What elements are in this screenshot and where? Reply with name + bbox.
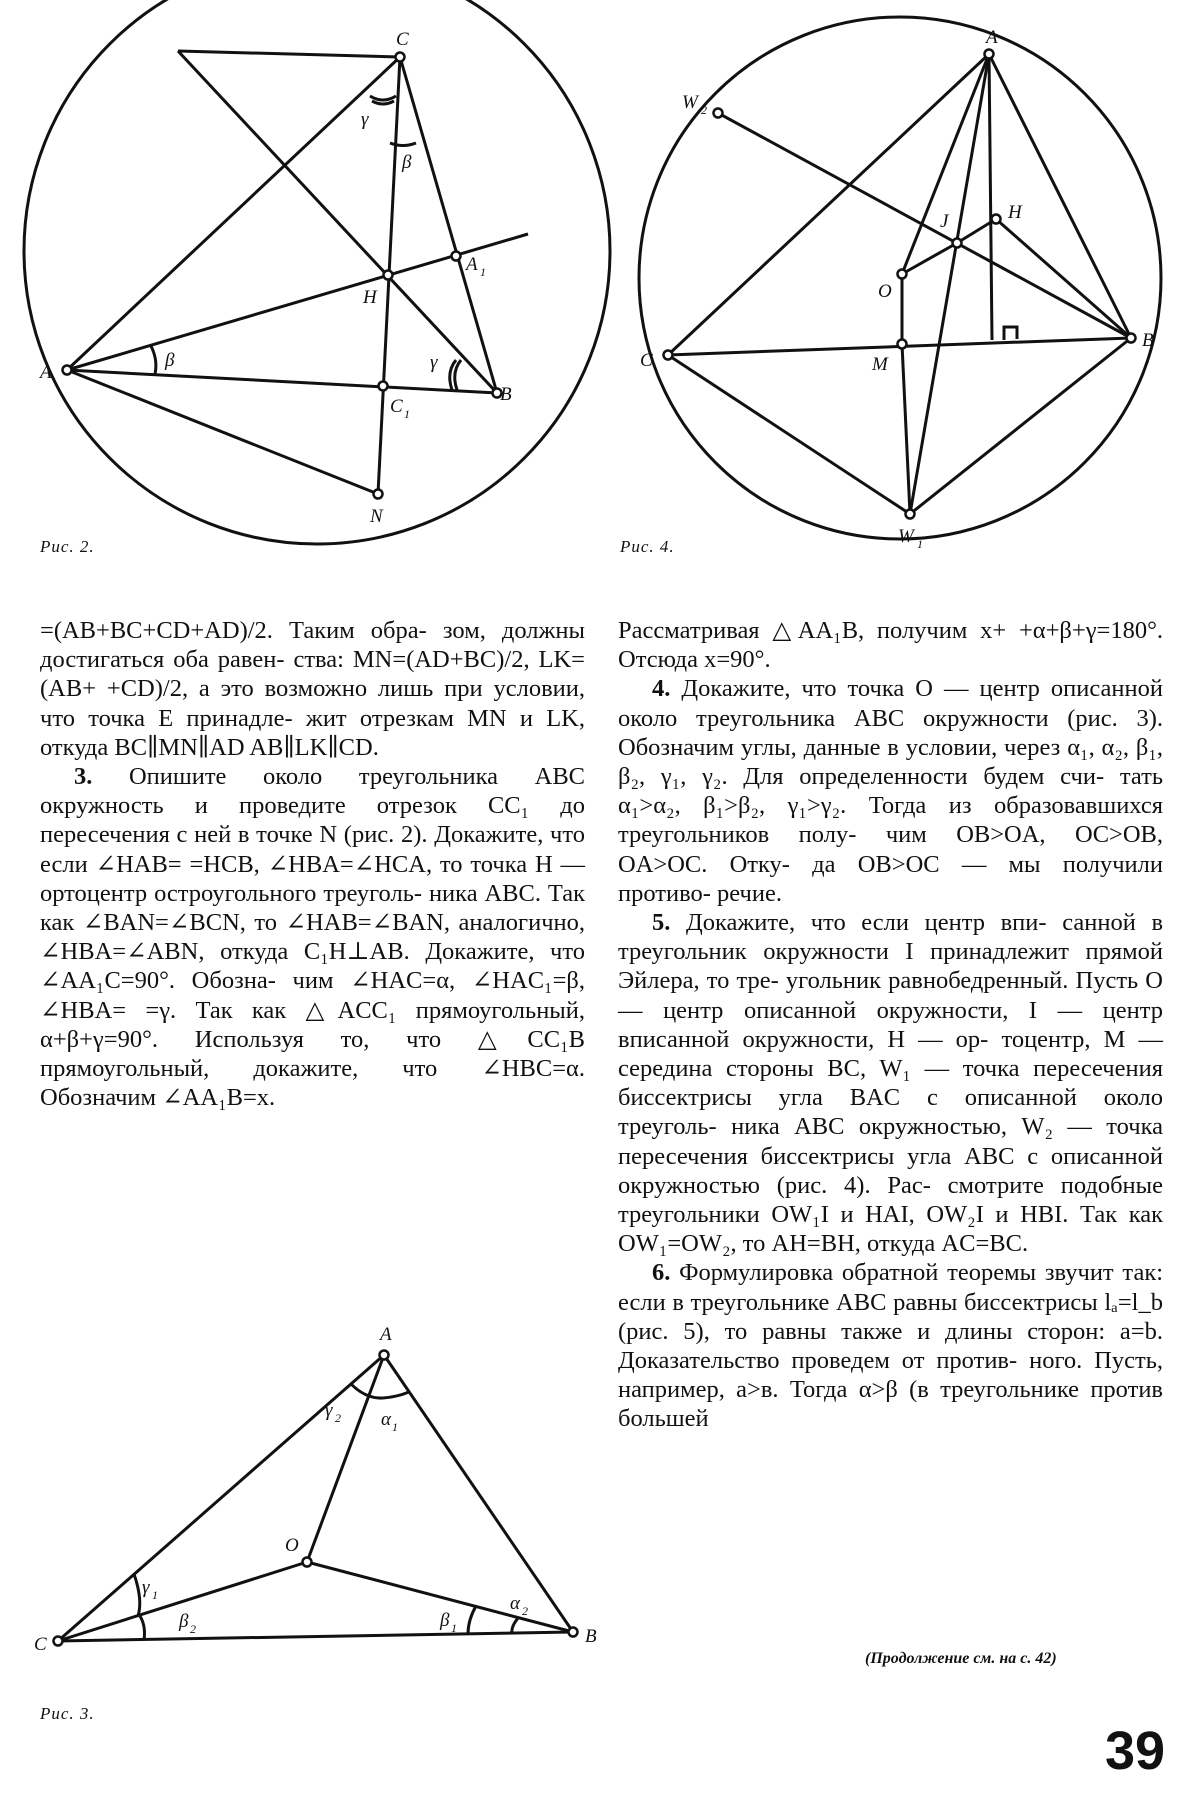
label-a1: A — [466, 254, 478, 275]
side-ac — [668, 54, 989, 355]
label-w2-sub: 2 — [701, 103, 707, 117]
item-number-5: 5. — [652, 909, 671, 937]
label-alpha1: α — [381, 1409, 391, 1430]
right-angle-mark — [1004, 327, 1017, 340]
paragraph-4 — [618, 674, 1163, 908]
text-line: α+β+γ=90°. Используя то, что — [40, 1025, 442, 1053]
paragraph-2-end — [40, 616, 585, 762]
figure-4 — [600, 0, 1200, 560]
segment-oj — [902, 243, 957, 274]
label-beta-top: β — [402, 152, 412, 173]
angle-arc-beta-top — [390, 143, 416, 146]
text-line: чим OB>OA, OC>OB, OA>OC. Отку- — [618, 821, 1164, 878]
left-column — [40, 616, 585, 1112]
angle-arc-beta-left — [151, 346, 156, 374]
text-line: образовавшихся треугольников полу- — [618, 792, 1163, 849]
side-ca — [67, 57, 400, 370]
point-h-fig4 — [992, 215, 1001, 224]
label-w1: W — [898, 526, 914, 547]
angle-arc-gamma-right-2 — [455, 360, 461, 390]
text-line: Докажите, что ∠AA₁C=90°. Обозна- — [40, 938, 586, 995]
label-gamma1: γ — [142, 1577, 150, 1598]
text-line: △CC₁B прямоугольный, докажите, — [40, 1025, 585, 1083]
figure-3-caption: Рис. 3. — [40, 1704, 95, 1723]
label-beta1: β — [440, 1610, 450, 1631]
label-gamma-top: γ — [361, 109, 369, 130]
label-gamma2-sub: 2 — [335, 1411, 341, 1425]
text-line: ного. Пусть, например, a>в. Тогда — [618, 1347, 1163, 1404]
label-b-fig4: B — [1142, 330, 1154, 351]
point-w1 — [906, 510, 915, 519]
paragraph-6 — [618, 1258, 1163, 1433]
label-w2: W — [682, 92, 698, 113]
text-line: CC₁ до пересечения с ней в точке N — [40, 792, 586, 849]
point-b-fig3 — [569, 1628, 578, 1637]
label-b-fig3: B — [585, 1626, 597, 1647]
point-a-fig3 — [380, 1351, 389, 1360]
text-line: пересечения биссектрисы угла ABC с — [618, 1142, 1039, 1170]
side-ab — [67, 370, 497, 393]
point-o-fig3 — [303, 1558, 312, 1567]
text-line: =HCB, ∠HBA=∠HCA, то точка H — — [189, 850, 586, 878]
chord-an — [67, 370, 378, 494]
label-a1-sub: 1 — [480, 265, 486, 279]
label-m: M — [872, 354, 888, 375]
label-c1: C — [390, 396, 403, 417]
figure-3-drawing — [0, 1315, 600, 1735]
point-c-fig3 — [54, 1637, 63, 1646]
text-line: описанной окружностью (рис. 4). Рас- — [618, 1142, 1164, 1199]
text-line: санной в треугольник окружности I — [618, 909, 1164, 966]
label-a-fig4: A — [986, 27, 998, 48]
point-c — [396, 53, 405, 62]
text-line: равны биссектрисы lₐ=l_b (рис. 5), то — [618, 1288, 1163, 1345]
label-gamma2: γ — [325, 1400, 333, 1421]
angle-arc-gamma-top-2 — [370, 96, 396, 100]
text-line: BC∥MN∥AD AB∥LK∥CD. — [114, 733, 379, 761]
text-line: смотрите подобные треугольники — [618, 1171, 1163, 1229]
text-line: описанной около треугольника ABC — [618, 675, 1164, 732]
text-line: =(AB+BC+CD+AD)/2. Таким обра- — [40, 617, 427, 644]
item-number-3: 3. — [74, 763, 93, 791]
figure-2-drawing — [0, 0, 600, 527]
figure-3 — [0, 1315, 600, 1735]
point-c1 — [379, 382, 388, 391]
text-line: Докажите, что точка O — центр — [681, 675, 1040, 703]
segment-ao — [902, 54, 989, 274]
angle-arc-a — [351, 1384, 383, 1398]
text-line: окружности (рис. 3). Обозначим углы, — [618, 704, 1163, 761]
text-line: +α+β+γ=180°. Отсюда x=90°. — [618, 617, 1164, 674]
side-ac-fig3 — [58, 1355, 384, 1641]
label-beta-left: β — [165, 350, 175, 371]
text-line: γ₁, γ₂. Для определенности будем счи- — [660, 763, 1105, 791]
label-o-fig3: O — [285, 1535, 299, 1556]
label-h-fig4: H — [1008, 202, 1022, 223]
chord-c-top — [178, 51, 400, 57]
text-line: ABC окружность и проведите отрезок — [40, 763, 586, 820]
text-line: жит отрезкам MN и LK, откуда — [40, 704, 585, 761]
text-line: то ∠HAB=∠BAN, аналогично, — [254, 909, 585, 937]
label-alpha2-sub: 2 — [522, 1604, 528, 1618]
text-line: +CD)/2, а это возможно лишь при — [106, 675, 483, 703]
text-line: α>β (в треугольнике против большей — [618, 1376, 1163, 1433]
point-h — [384, 271, 393, 280]
label-beta2: β — [179, 1611, 189, 1632]
label-n: N — [370, 506, 383, 527]
chord-cw1 — [668, 355, 910, 514]
right-column — [618, 616, 1163, 1434]
item-number-6: 6. — [652, 1259, 671, 1287]
label-w1-sub: 1 — [917, 537, 923, 551]
text-line: (рис. 2). Докажите, что если ∠HAB= — [40, 821, 586, 878]
label-gamma1-sub: 1 — [152, 1588, 158, 1602]
label-o-fig4: O — [878, 281, 892, 302]
paragraph-3 — [40, 762, 585, 1112]
label-alpha2: α — [510, 1593, 520, 1614]
text-line: чим ∠HAC=α, ∠HAC₁=β, ∠HBA= — [40, 967, 585, 1024]
bisector-a — [910, 54, 989, 514]
paragraph-5 — [618, 908, 1163, 1258]
angle-arc-c-2 — [140, 1616, 145, 1640]
point-n — [374, 490, 383, 499]
point-j — [953, 239, 962, 248]
text-line: принадлежит прямой Эйлера, то тре- — [618, 938, 1163, 995]
label-beta1-sub: 1 — [451, 1621, 457, 1635]
chord-w1b — [910, 338, 1131, 514]
text-line: угла BAC с описанной около треуголь- — [618, 1084, 1164, 1141]
text-line: OW₁=OW₂, то AH=BH, откуда — [618, 1230, 936, 1258]
text-line: звучит так: если в треугольнике ABC — [618, 1259, 1164, 1316]
figure-4-drawing — [600, 0, 1200, 560]
label-c1-sub: 1 — [404, 407, 410, 421]
angle-arc-a-2 — [383, 1392, 409, 1398]
point-a1 — [452, 252, 461, 261]
text-line: что ∠HBC=α. Обозначим ∠AA₁B=x. — [40, 1055, 586, 1112]
text-line: ортоцентр остроугольного треуголь- — [40, 879, 423, 907]
continued-note: (Продолжение см. на с. 42) — [865, 1650, 1057, 1667]
bisector-b — [718, 113, 1131, 338]
circumcircle — [24, 0, 610, 544]
paragraph-3-end — [618, 616, 1163, 674]
text-line: равны также и длины сторон: a=b. — [762, 1317, 1164, 1345]
point-o-fig4 — [898, 270, 907, 279]
text-line: Рассматривая △AA₁B, получим x+ — [618, 617, 1007, 644]
label-alpha1-sub: 1 — [392, 1420, 398, 1434]
angle-arc-b — [468, 1606, 476, 1634]
label-b: B — [500, 384, 512, 405]
label-j: J — [940, 211, 949, 232]
text-line: центр описанной окружности, I — — [663, 996, 1083, 1024]
page-number: 39 — [1105, 1721, 1166, 1781]
text-line: зом, должны достигаться оба равен- — [40, 617, 586, 674]
text-line: W₁ — точка пересечения биссектрисы — [618, 1055, 1163, 1112]
point-a-fig4 — [985, 50, 994, 59]
point-c-fig4 — [664, 351, 673, 360]
angle-arc-b-2 — [512, 1617, 519, 1633]
text-line: данные в условии, через α₁, α₂, β₁, β₂, — [618, 733, 1163, 791]
label-c-fig4: C — [640, 350, 653, 371]
text-line: Опишите около треугольника — [128, 763, 499, 791]
figure-2 — [0, 0, 600, 527]
text-line: угольник равнобедренный. Пусть O — — [618, 967, 1163, 1024]
point-a — [63, 366, 72, 375]
text-line: ника ABC окружностью, W₂ — точка — [731, 1113, 1163, 1141]
text-line: условии, что точка E принадле- — [40, 675, 586, 732]
figure-4-caption: Рис. 4. — [620, 537, 675, 556]
text-line: ника ABC. Так как ∠BAN=∠BCN, — [40, 879, 586, 937]
text-line: тать α₁>α₂, β₁>β₂, γ₁>γ₂. Тогда из — [618, 763, 1164, 820]
segment-mw1 — [902, 344, 910, 514]
text-line: =γ. Так как △ACC₁ прямоугольный, — [145, 996, 586, 1024]
text-line: тоцентр, M — середина стороны BC, — [618, 1025, 1164, 1083]
text-line: Доказательство проведем от против- — [618, 1347, 1018, 1375]
label-h: H — [363, 287, 377, 308]
text-line: речие. — [717, 879, 782, 907]
text-line: AC=BC. — [941, 1230, 1029, 1258]
item-number-4: 4. — [652, 675, 671, 703]
point-w2 — [714, 109, 723, 118]
segment-ao-fig3 — [307, 1355, 384, 1562]
figure-2-caption: Рис. 2. — [40, 537, 95, 556]
label-c: C — [396, 29, 409, 50]
text-line: ства: MN=(AD+BC)/2, LK=(AB+ — [40, 646, 585, 703]
label-c-fig3: C — [34, 1634, 47, 1655]
segment-hb — [996, 219, 1131, 338]
label-gamma-right: γ — [430, 352, 438, 373]
text-line: центр вписанной окружности, H — ор- — [618, 996, 1164, 1053]
point-m — [898, 340, 907, 349]
point-b-fig4 — [1127, 334, 1136, 343]
label-a: A — [40, 362, 52, 383]
side-ab-fig4 — [989, 54, 1131, 338]
text-line: Докажите, что если центр впи- — [686, 909, 1047, 937]
side-cb-fig3 — [58, 1632, 573, 1641]
text-line: ∠HBA=∠ABN, откуда C₁H⊥AB. — [40, 938, 410, 966]
text-line: OW₁I и HAI, OW₂I и HBI. Так как — [771, 1201, 1163, 1229]
text-line: да OB>OC — мы получили противо- — [618, 850, 1164, 907]
label-a-fig3: A — [380, 1324, 392, 1345]
text-line: Формулировка обратной теоремы — [679, 1259, 1037, 1287]
label-beta2-sub: 2 — [190, 1622, 196, 1636]
angle-arc-c — [134, 1574, 140, 1616]
altitude-a-fig4 — [989, 54, 992, 340]
